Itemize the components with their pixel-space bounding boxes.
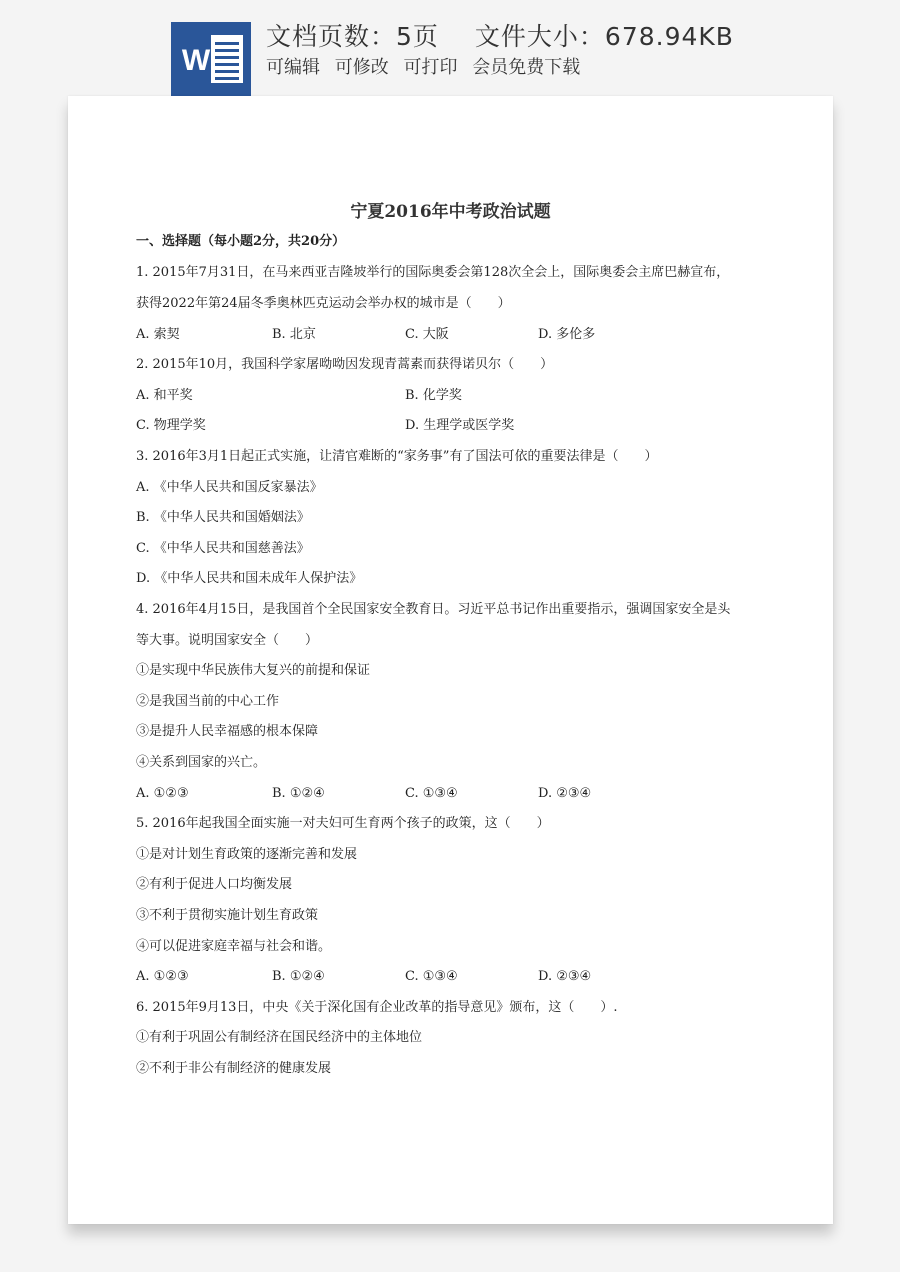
question-3-option-c: C. 《中华人民共和国慈善法》	[136, 541, 310, 556]
word-icon-letter: W	[181, 44, 211, 77]
question-2-option-c: C. 物理学奖	[136, 418, 206, 433]
question-4-option-d: D. ②③④	[538, 786, 592, 801]
question-3-option-d: D. 《中华人民共和国未成年人保护法》	[136, 571, 363, 586]
question-4-option-a: A. ①②③	[136, 786, 189, 801]
question-5-statement-2: ②有利于促进人口均衡发展	[136, 877, 293, 892]
question-2-option-b: B. 化学奖	[405, 388, 462, 403]
question-4-line-2: 等大事。说明国家安全（ ）	[136, 633, 319, 648]
question-5-statement-4: ④可以促进家庭幸福与社会和谐。	[136, 939, 332, 954]
question-5-stem: 5. 2016年起我国全面实施一对夫妇可生育两个孩子的政策，这（ ）	[136, 816, 550, 831]
question-1-option-a: A. 索契	[136, 327, 180, 342]
feature-editable: 可编辑	[266, 57, 320, 78]
question-6-statement-1: ①有利于巩固公有制经济在国民经济中的主体地位	[136, 1030, 423, 1045]
document-page	[68, 96, 833, 1224]
section-heading: 一、选择题（每小题2分，共20分）	[136, 234, 346, 249]
question-3-option-a: A. 《中华人民共和国反家暴法》	[136, 480, 323, 495]
file-stats	[266, 20, 734, 54]
question-5-option-a: A. ①②③	[136, 969, 189, 984]
question-5-statement-1: ①是对计划生育政策的逐渐完善和发展	[136, 847, 358, 862]
question-1-line-2: 获得2022年第24届冬季奥林匹克运动会举办权的城市是（ ）	[136, 296, 511, 311]
question-4-statement-1: ①是实现中华民族伟大复兴的前提和保证	[136, 663, 371, 678]
feature-free-download: 会员免费下载	[472, 57, 581, 78]
question-1-option-d: D. 多伦多	[538, 327, 596, 342]
question-5-option-d: D. ②③④	[538, 969, 592, 984]
question-4-statement-3: ③是提升人民幸福感的根本保障	[136, 724, 319, 739]
file-size: 文件大小：678.94KB	[474, 22, 734, 51]
question-6-stem: 6. 2015年9月13日，中央《关于深化国有企业改革的指导意见》颁布，这（ ）.	[136, 1000, 618, 1015]
document-info-banner	[0, 0, 900, 100]
question-4-option-b: B. ①②④	[272, 786, 325, 801]
question-3-stem: 3. 2016年3月1日起正式实施，让清官难断的“家务事”有了国法可依的重要法律是（ ）	[136, 449, 658, 464]
feature-modifiable: 可修改	[334, 57, 389, 78]
question-4-option-c: C. ①③④	[405, 786, 458, 801]
question-6-statement-2: ②不利于非公有制经济的健康发展	[136, 1061, 332, 1076]
question-1-line-1: 1. 2015年7月31日，在马来西亚吉隆坡举行的国际奥委会第128次全会上，国际奥委会主席巴赫宣布，	[136, 265, 730, 280]
question-3-option-b: B. 《中华人民共和国婚姻法》	[136, 510, 310, 525]
document-title: 宁夏2016年中考政治试题	[350, 202, 551, 222]
question-4-line-1: 4. 2016年4月15日，是我国首个全民国家安全教育日。习近平总书记作出重要指示，强调国家安全是头	[136, 602, 731, 617]
question-2-stem: 2. 2015年10月，我国科学家屠呦呦因发现青蒿素而获得诺贝尔（ ）	[136, 357, 554, 372]
question-5-option-c: C. ①③④	[405, 969, 458, 984]
question-4-statement-2: ②是我国当前的中心工作	[136, 694, 280, 709]
question-5-option-b: B. ①②④	[272, 969, 325, 984]
question-2-option-a: A. 和平奖	[136, 388, 193, 403]
word-document-icon	[171, 22, 251, 96]
question-5-statement-3: ③不利于贯彻实施计划生育政策	[136, 908, 319, 923]
feature-list	[266, 56, 589, 80]
question-1-option-c: C. 大阪	[405, 327, 449, 342]
question-2-option-d: D. 生理学或医学奖	[405, 418, 515, 433]
question-4-statement-4: ④关系到国家的兴亡。	[136, 755, 267, 770]
page-count: 文档页数：5页	[266, 22, 439, 51]
feature-printable: 可打印	[403, 57, 458, 78]
question-1-option-b: B. 北京	[272, 327, 316, 342]
